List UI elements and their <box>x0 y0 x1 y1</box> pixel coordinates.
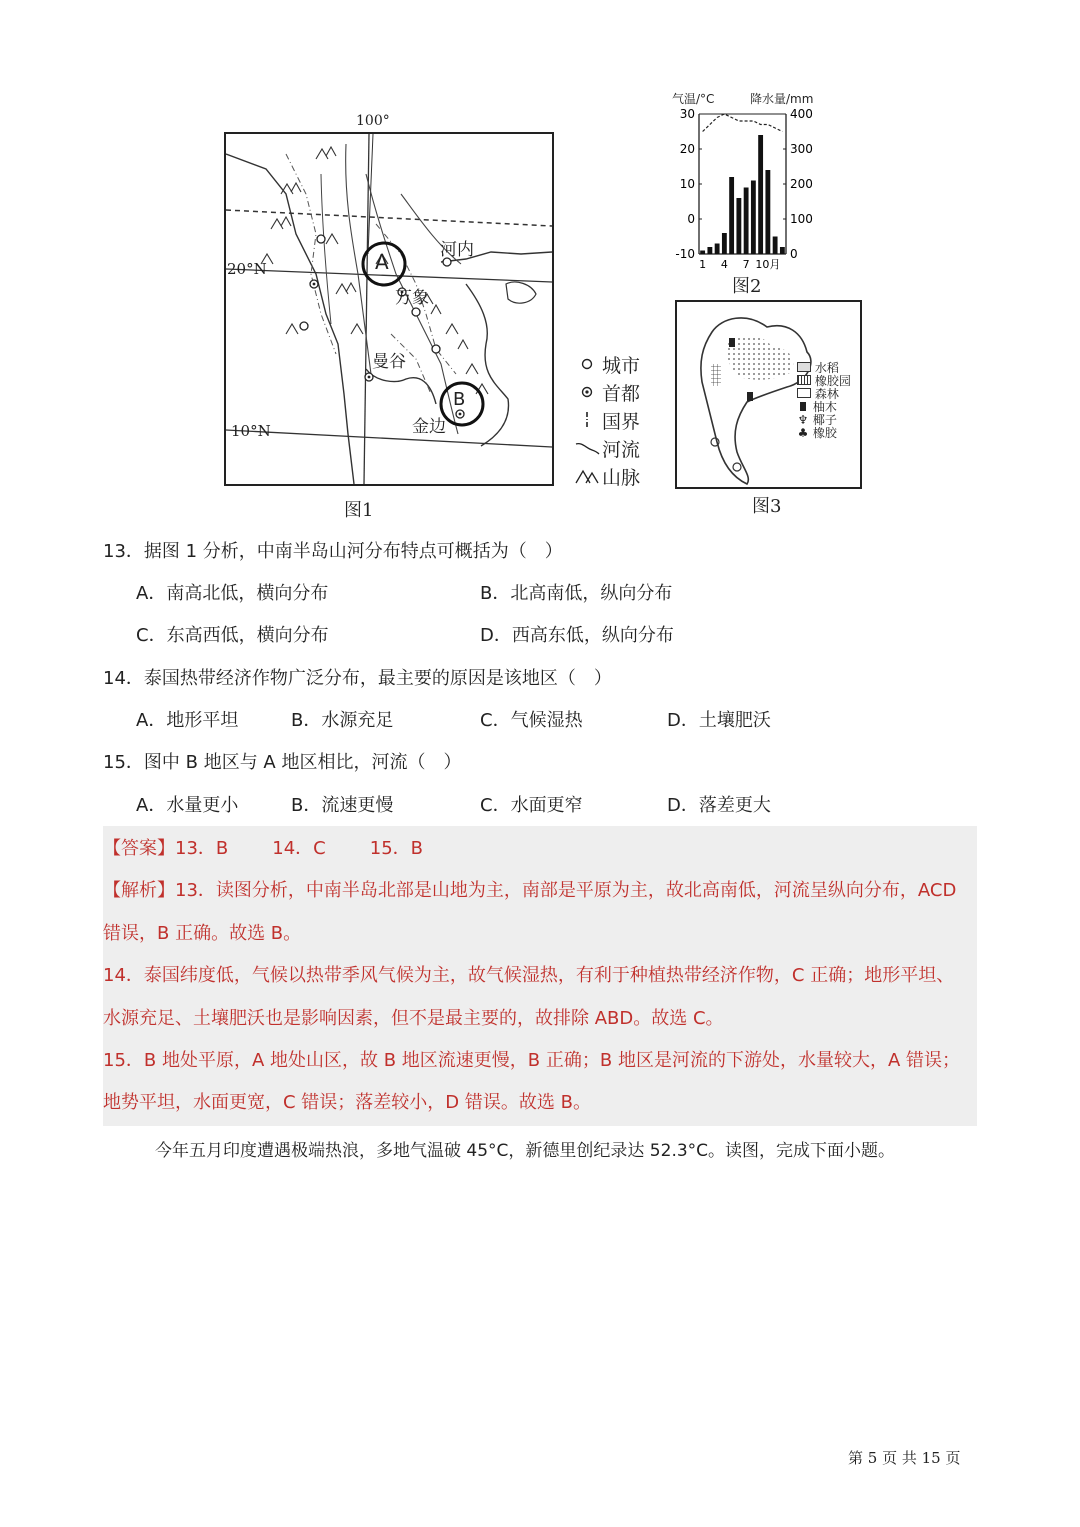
legend-border: 国界 <box>572 406 662 434</box>
fig2-right-tick-label: 200 <box>790 177 813 191</box>
answer-13: 13．B <box>175 838 229 859</box>
legend-forest: 森林 <box>797 388 851 401</box>
question-14-option-d[interactable]: D．土壤肥沃 <box>667 710 771 731</box>
question-15-option-c[interactable]: C．水面更窄 <box>480 795 583 816</box>
hainan-island <box>506 282 536 303</box>
answer-15: 15．B <box>369 838 424 859</box>
lon-100-line <box>364 134 369 484</box>
analysis-label: 【解析】 <box>103 880 175 901</box>
question-15-stem: 15．图中 B 地区与 A 地区相比，河流（ ） <box>103 752 462 773</box>
question-14-option-b[interactable]: B．水源充足 <box>291 710 394 731</box>
city-phnompenh-label: 金边 <box>412 417 446 437</box>
marker-b-label: B <box>453 389 466 410</box>
question-15-option-a[interactable]: A．水量更小 <box>136 795 239 816</box>
legend-teak: 柚木 <box>797 401 851 414</box>
question-15-option-d[interactable]: D．落差更大 <box>667 795 771 816</box>
question-13-option-c[interactable]: C．东高西低，横向分布 <box>136 625 329 646</box>
question-13-option-b[interactable]: B．北高南低，纵向分布 <box>480 583 673 604</box>
fig2-left-tick-label: 10 <box>679 177 695 191</box>
fig2-temperature-line <box>703 114 783 132</box>
teak-marker-1 <box>729 338 735 347</box>
rubber-plantation-pattern-icon <box>797 375 811 385</box>
lat-20-label: 20°N <box>227 260 267 278</box>
city-circle-icon <box>572 357 602 371</box>
question-13-option-d[interactable]: D．西高东低，纵向分布 <box>480 625 674 646</box>
lat-10-label: 10°N <box>231 422 271 440</box>
fig2-precip-bar <box>729 177 734 254</box>
fig2-left-axis-title: 气温/°C <box>672 92 715 106</box>
fig2-precip-bar <box>736 198 741 254</box>
fig2-left-tick-label: 0 <box>687 212 695 226</box>
coconut-icon: ♆ <box>797 413 809 427</box>
question-13-stem: 13．据图 1 分析，中南半岛山河分布特点可概括为（ ） <box>103 541 563 562</box>
fig2-precip-bar <box>700 251 705 255</box>
fig1-caption: 图1 <box>344 500 374 521</box>
legend-rubber-plantation: 橡胶园 <box>797 375 851 388</box>
fig2-precip-bar <box>715 244 720 255</box>
question-14-option-c[interactable]: C．气候湿热 <box>480 710 583 731</box>
analysis-line-2: 错误，B 正确。故选 B。 <box>103 923 302 944</box>
fig2-precip-bar <box>780 247 785 254</box>
city-bangkok-label: 曼谷 <box>372 352 406 372</box>
question-15-option-b[interactable]: B．流速更慢 <box>291 795 394 816</box>
fig2-caption: 图2 <box>732 276 762 297</box>
river-line-icon <box>572 438 602 458</box>
analysis-line-3: 14．泰国纬度低，气候以热带季风气候为主，故气候湿热，有利于种植热带经济作物，C 正确；地形平坦、 <box>103 965 955 986</box>
question-14-stem: 14．泰国热带经济作物广泛分布，最主要的原因是该地区（ ） <box>103 668 612 689</box>
answer-14: 14．C <box>272 838 326 859</box>
gulf-coastline <box>366 369 436 404</box>
legend-mountain: 山脉 <box>572 462 662 490</box>
border-line-icon <box>572 410 602 430</box>
page-footer: 第 5 页 共 15 页 <box>848 1449 961 1467</box>
next-section-intro: 今年五月印度遭遇极端热浪，多地气温破 45°C，新德里创纪录达 52.3°C。读图，完成下面小题。 <box>155 1141 896 1161</box>
fig2-precip-bar <box>707 247 712 254</box>
fig2-precip-bar <box>751 181 756 255</box>
fig3-caption: 图3 <box>752 496 782 517</box>
fig2-right-axis-title: 降水量/mm <box>750 92 814 106</box>
fig2-left-tick-label: -10 <box>675 247 695 261</box>
fig2-x-tick-label: 4 <box>720 258 728 271</box>
fig2-precip-bar <box>758 135 763 254</box>
fig2-precip-bar <box>744 188 749 255</box>
capital-dot-circle-icon <box>572 385 602 399</box>
city-hanoi-label: 河内 <box>440 240 474 260</box>
forest-pattern-icon <box>797 388 811 398</box>
fig2-x-tick-label: 7 <box>742 258 750 271</box>
legend-capital: 首都 <box>572 378 662 406</box>
analysis-line-4: 水源充足、土壤肥沃也是影响因素，但不是最主要的，故排除 ABD。故选 C。 <box>103 1008 724 1029</box>
legend-coconut: ♆ 椰子 <box>797 413 837 427</box>
answer-line <box>103 837 423 861</box>
fig2-left-tick-label: 20 <box>679 142 695 156</box>
rubber-tree-icon: ♣ <box>797 426 809 440</box>
fig1-legend <box>572 350 662 490</box>
analysis-line-1: 【解析】13．读图分析，中南半岛北部是山地为主，南部是平原为主，故北高南低，河流呈纵向分布，ACD <box>103 880 957 901</box>
fig2-chart-svg <box>668 104 828 274</box>
legend-city: 城市 <box>572 350 662 378</box>
indochina-map-svg <box>226 134 552 484</box>
fig2-right-tick-label: 100 <box>790 212 813 226</box>
fig2-right-tick-label: 0 <box>790 247 798 261</box>
fig2-precip-bar <box>765 170 770 254</box>
fig2-precip-bar <box>722 233 727 254</box>
question-14-option-a[interactable]: A．地形平坦 <box>136 710 239 731</box>
fig2-x-tick-label: 10月 <box>755 258 781 271</box>
city-vientiane-label: 万象 <box>395 288 429 308</box>
fig2-right-tick-label: 300 <box>790 142 813 156</box>
fig3-legend <box>797 362 851 440</box>
lat-20-line <box>226 269 552 282</box>
teak-marker-2 <box>747 392 753 401</box>
border-line-1 <box>286 154 336 354</box>
mountain-icon <box>572 467 602 485</box>
teak-icon <box>800 402 806 411</box>
analysis-line-5: 15．B 地处平原，A 地处山区，故 B 地区流速更慢，B 正确；B 地区是河流的下游处，水量较大，A 错误； <box>103 1050 960 1071</box>
legend-river: 河流 <box>572 434 662 462</box>
marker-a-label: A <box>375 250 389 274</box>
legend-rubber: ♣ 橡胶 <box>797 426 837 440</box>
question-13-option-a[interactable]: A．南高北低，横向分布 <box>136 583 329 604</box>
rice-pattern-icon <box>797 362 811 372</box>
answer-label: 【答案】 <box>103 838 175 859</box>
fig2-precip-bar <box>773 237 778 255</box>
rubber-plantation-region <box>711 364 721 386</box>
legend-rice: 水稻 <box>797 362 851 375</box>
fig2-left-tick-label: 30 <box>679 107 695 121</box>
fig1-map <box>224 132 554 486</box>
tropic-dashed-line <box>226 210 552 226</box>
fig1-lon-label: 100° <box>356 113 390 129</box>
analysis-line-6: 地势平坦，水面更宽，C 错误；落差较小，D 错误。故选 B。 <box>103 1092 591 1113</box>
fig2-x-tick-label: 1 <box>699 258 707 271</box>
lat-10-line <box>226 430 552 447</box>
fig2-right-tick-label: 400 <box>790 107 813 121</box>
